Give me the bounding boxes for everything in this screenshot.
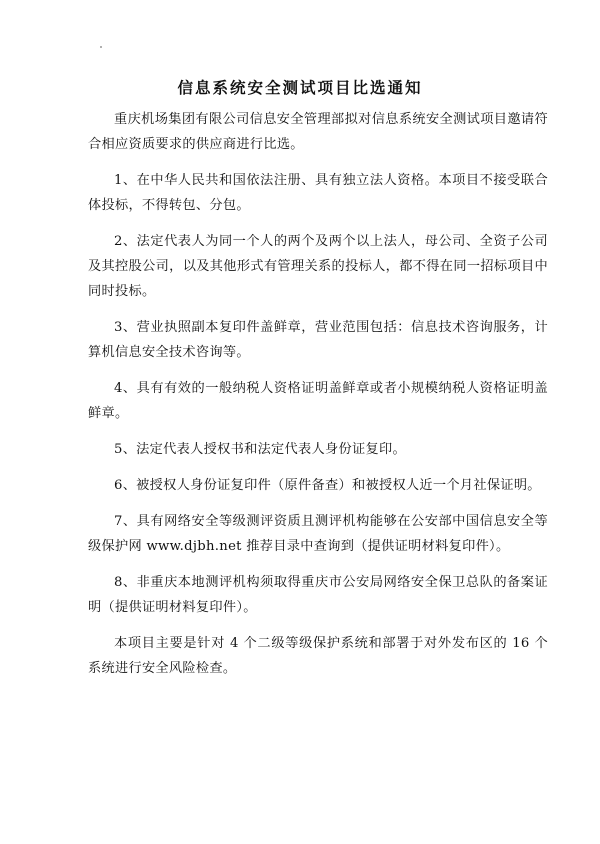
intro-paragraph: 重庆机场集团有限公司信息安全管理部拟对信息系统安全测试项目邀请符合相应资质要求的供应商进行比选。 xyxy=(88,112,548,152)
requirement-2: 2、法定代表人为同一个人的两个及两个以上法人，母公司、全资子公司及其控股公司，以及其他形式有管理关系的投标人，都不得在同一招标项目中同时投标。 xyxy=(88,234,548,299)
requirement-1: 1、在中华人民共和国依法注册、具有独立法人资格。本项目不接受联合体投标，不得转包、分包。 xyxy=(88,173,548,213)
project-scope-paragraph: 本项目主要是针对 4 个二级等级保护系统和部署于对外发布区的 16 个系统进行安全风险检查。 xyxy=(88,636,548,676)
requirement-8: 8、非重庆本地测评机构须取得重庆市公安局网络安全保卫总队的备案证明（提供证明材料复印件）。 xyxy=(88,575,548,615)
requirement-3: 3、营业执照副本复印件盖鲜章，营业范围包括：信息技术咨询服务，计算机信息安全技术咨询等。 xyxy=(88,320,548,360)
document-body xyxy=(88,107,548,692)
requirement-6: 6、被授权人身份证复印件（原件备查）和被授权人近一个月社保证明。 xyxy=(114,478,541,493)
scan-speck xyxy=(100,46,102,48)
requirement-4: 4、具有有效的一般纳税人资格证明盖鲜章或者小规模纳税人资格证明盖鲜章。 xyxy=(88,381,548,421)
requirement-5: 5、法定代表人授权书和法定代表人身份证复印。 xyxy=(114,442,406,457)
document-title: 信息系统安全测试项目比选通知 xyxy=(177,79,423,97)
requirement-7: 7、具有网络安全等级测评资质且测评机构能够在公安部中国信息安全等级保护网 www.djbh.net 推荐目录中查询到（提供证明材料复印件）。 xyxy=(88,514,548,554)
